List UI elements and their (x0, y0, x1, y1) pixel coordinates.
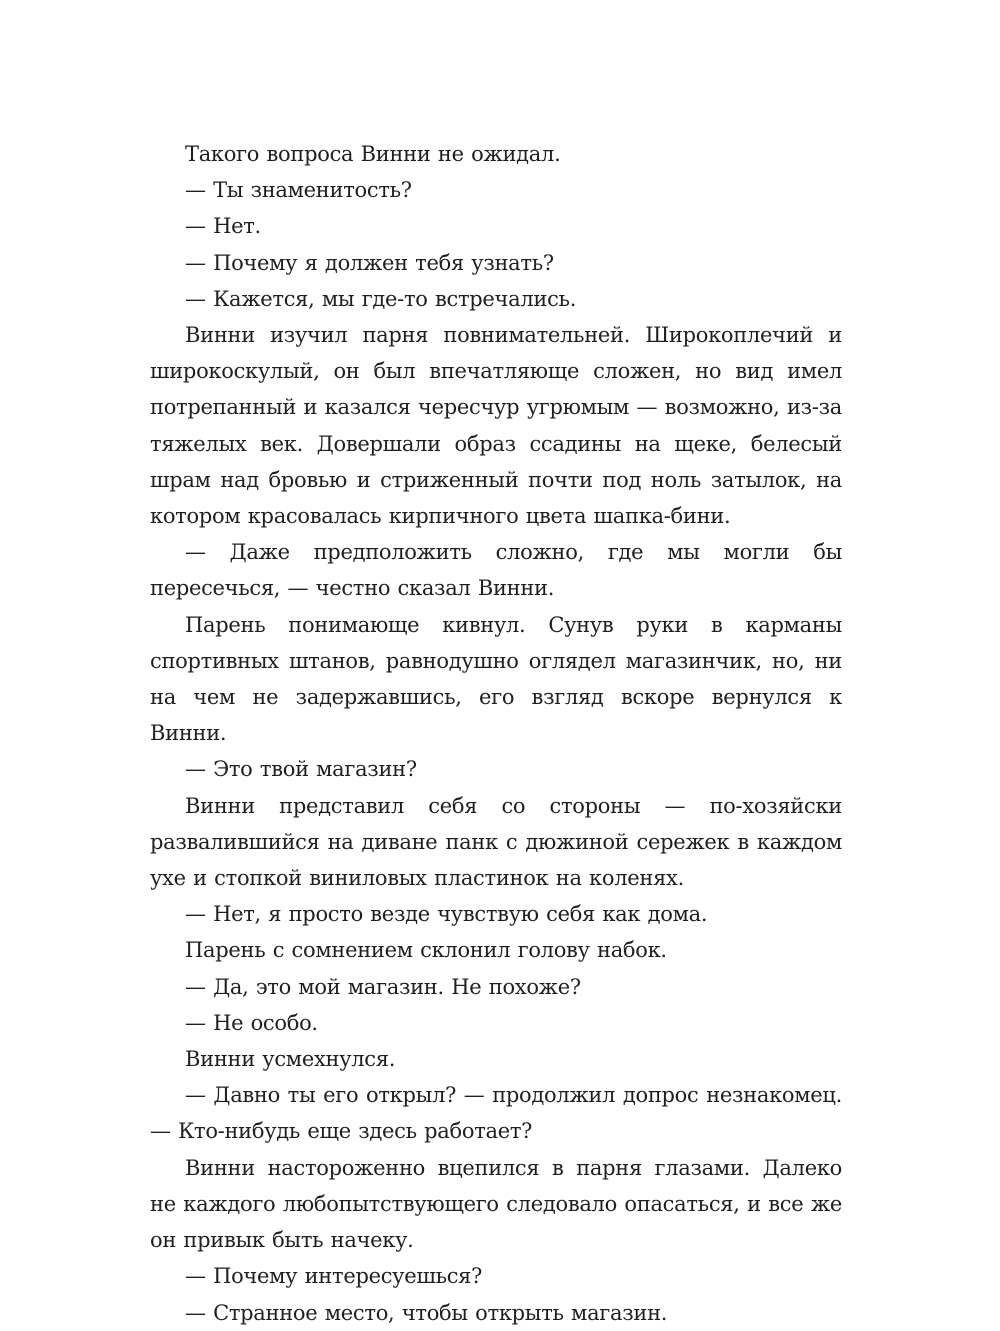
dialogue-line: — Да, это мой магазин. Не похоже? (185, 974, 581, 999)
dialogue-line: — Кажется, мы где-то встречались. (185, 286, 577, 311)
paragraph: Винни настороженно вцепился в парня глазами. Далеко не каждого любопытствующего следовало опасаться, и все же он привык быть начеку. (150, 1155, 842, 1253)
paragraph: Винни усмехнулся. (185, 1047, 396, 1072)
dialogue-line: — Ты знаменитость? (185, 178, 412, 203)
dialogue-line: — Это твой магазин? (185, 757, 417, 782)
dialogue-line: — Странное место, чтобы открыть магазин. (185, 1300, 668, 1325)
paragraph: Винни представил себя со стороны — по-хозяйски развалившийся на диване панк с дюжиной сережек в каждом ухе и стопкой виниловых пластинок на коленях. (150, 793, 842, 891)
dialogue-line: — Не особо. (185, 1010, 318, 1035)
paragraph: Такого вопроса Винни не ожидал. (185, 142, 561, 166)
page-text (150, 136, 842, 1331)
dialogue-line: — Давно ты его открыл? — продолжил допрос незнакомец. — Кто-нибудь еще здесь работает? (150, 1083, 842, 1144)
paragraph: Парень понимающе кивнул. Сунув руки в карманы спортивных штанов, равнодушно оглядел магазинчик, но, ни на чем не задержавшись, его взгляд вскоре вернулся к Винни. (150, 612, 842, 746)
dialogue-line: — Даже предположить сложно, где мы могли бы пересечься, — честно сказал Винни. (150, 540, 842, 601)
paragraph: Парень с сомнением склонил голову набок. (185, 938, 667, 963)
dialogue-line: — Почему я должен тебя узнать? (185, 250, 554, 275)
dialogue-line: — Почему интересуешься? (185, 1264, 483, 1289)
dialogue-line: — Нет. (185, 214, 261, 239)
dialogue-line: — Нет, я просто везде чувствую себя как дома. (185, 902, 708, 927)
paragraph: Винни изучил парня повнимательней. Широкоплечий и широкоскулый, он был впечатляюще сложен, но вид имел потрепанный и казался чересчур угрюмым — возможно, из-за тяжелых век. Довершали образ ссадины на щеке, белесый шрам над бровью и стриженный почти под ноль затылок, на котором красовалась кирпичного цвета шапка-бини. (150, 323, 842, 529)
